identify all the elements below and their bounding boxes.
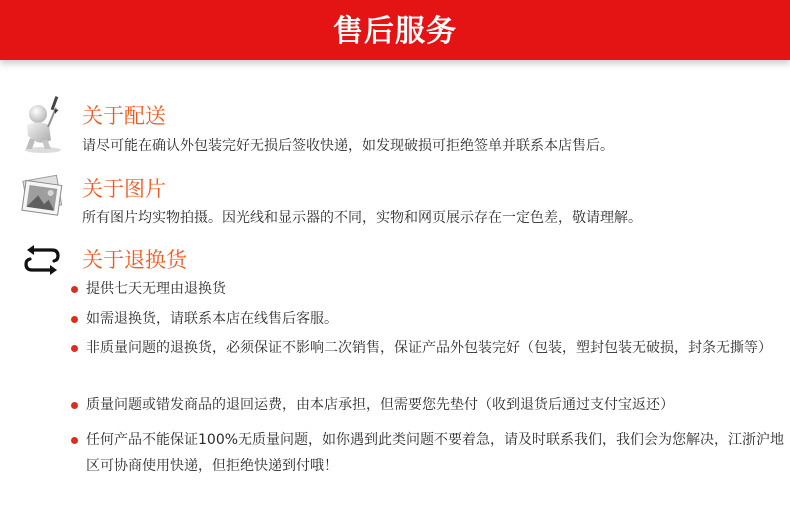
- bullet-text: 质量问题或错发商品的退回运费，由本店承担，但需要您先垫付（收到退货后通过支付宝返还）: [86, 397, 674, 413]
- bullet-text: 非质量问题的退换货，必须保证不影响二次销售，保证产品外包装完好（包装，塑封包装无破损，封条无撕等）: [86, 340, 772, 356]
- bullet-dot-icon: [71, 345, 78, 352]
- bullet-dot-icon: [71, 316, 78, 323]
- list-item: [68, 276, 786, 302]
- list-item: [68, 306, 786, 332]
- exchange-arrows-icon: [22, 245, 62, 275]
- bullet-dot-icon: [71, 286, 78, 293]
- section-text-pictures: 所有图片均实物拍摄。因光线和显示器的不同，实物和网页展示存在一定色差，敬请理解。: [82, 210, 642, 226]
- list-item: [68, 335, 786, 361]
- page-title: 售后服务: [333, 14, 457, 49]
- bullet-text: 提供七天无理由退换货: [86, 281, 226, 297]
- header-banner: [0, 0, 790, 60]
- bullet-text: 如需退换货，请联系本店在线售后客服。: [86, 311, 338, 327]
- section-title-delivery: 关于配送: [82, 104, 166, 128]
- list-item: [68, 427, 786, 479]
- list-item: [68, 392, 786, 418]
- bullet-text: 任何产品不能保证100%无质量问题，如你遇到此类问题不要着急，请及时联系我们，我们会为您解决，江浙沪地区可协商使用快递，但拒绝快递到付哦！: [86, 432, 785, 474]
- section-title-returns: 关于退换货: [82, 248, 187, 272]
- section-text-delivery: 请尽可能在确认外包装完好无损后签收快递，如发现破损可拒绝签单并联系本店售后。: [82, 138, 614, 154]
- person-with-pen-icon: [18, 92, 70, 154]
- bullet-dot-icon: [71, 437, 78, 444]
- photo-frames-icon: [18, 174, 68, 220]
- section-title-pictures: 关于图片: [82, 177, 166, 201]
- bullet-dot-icon: [71, 402, 78, 409]
